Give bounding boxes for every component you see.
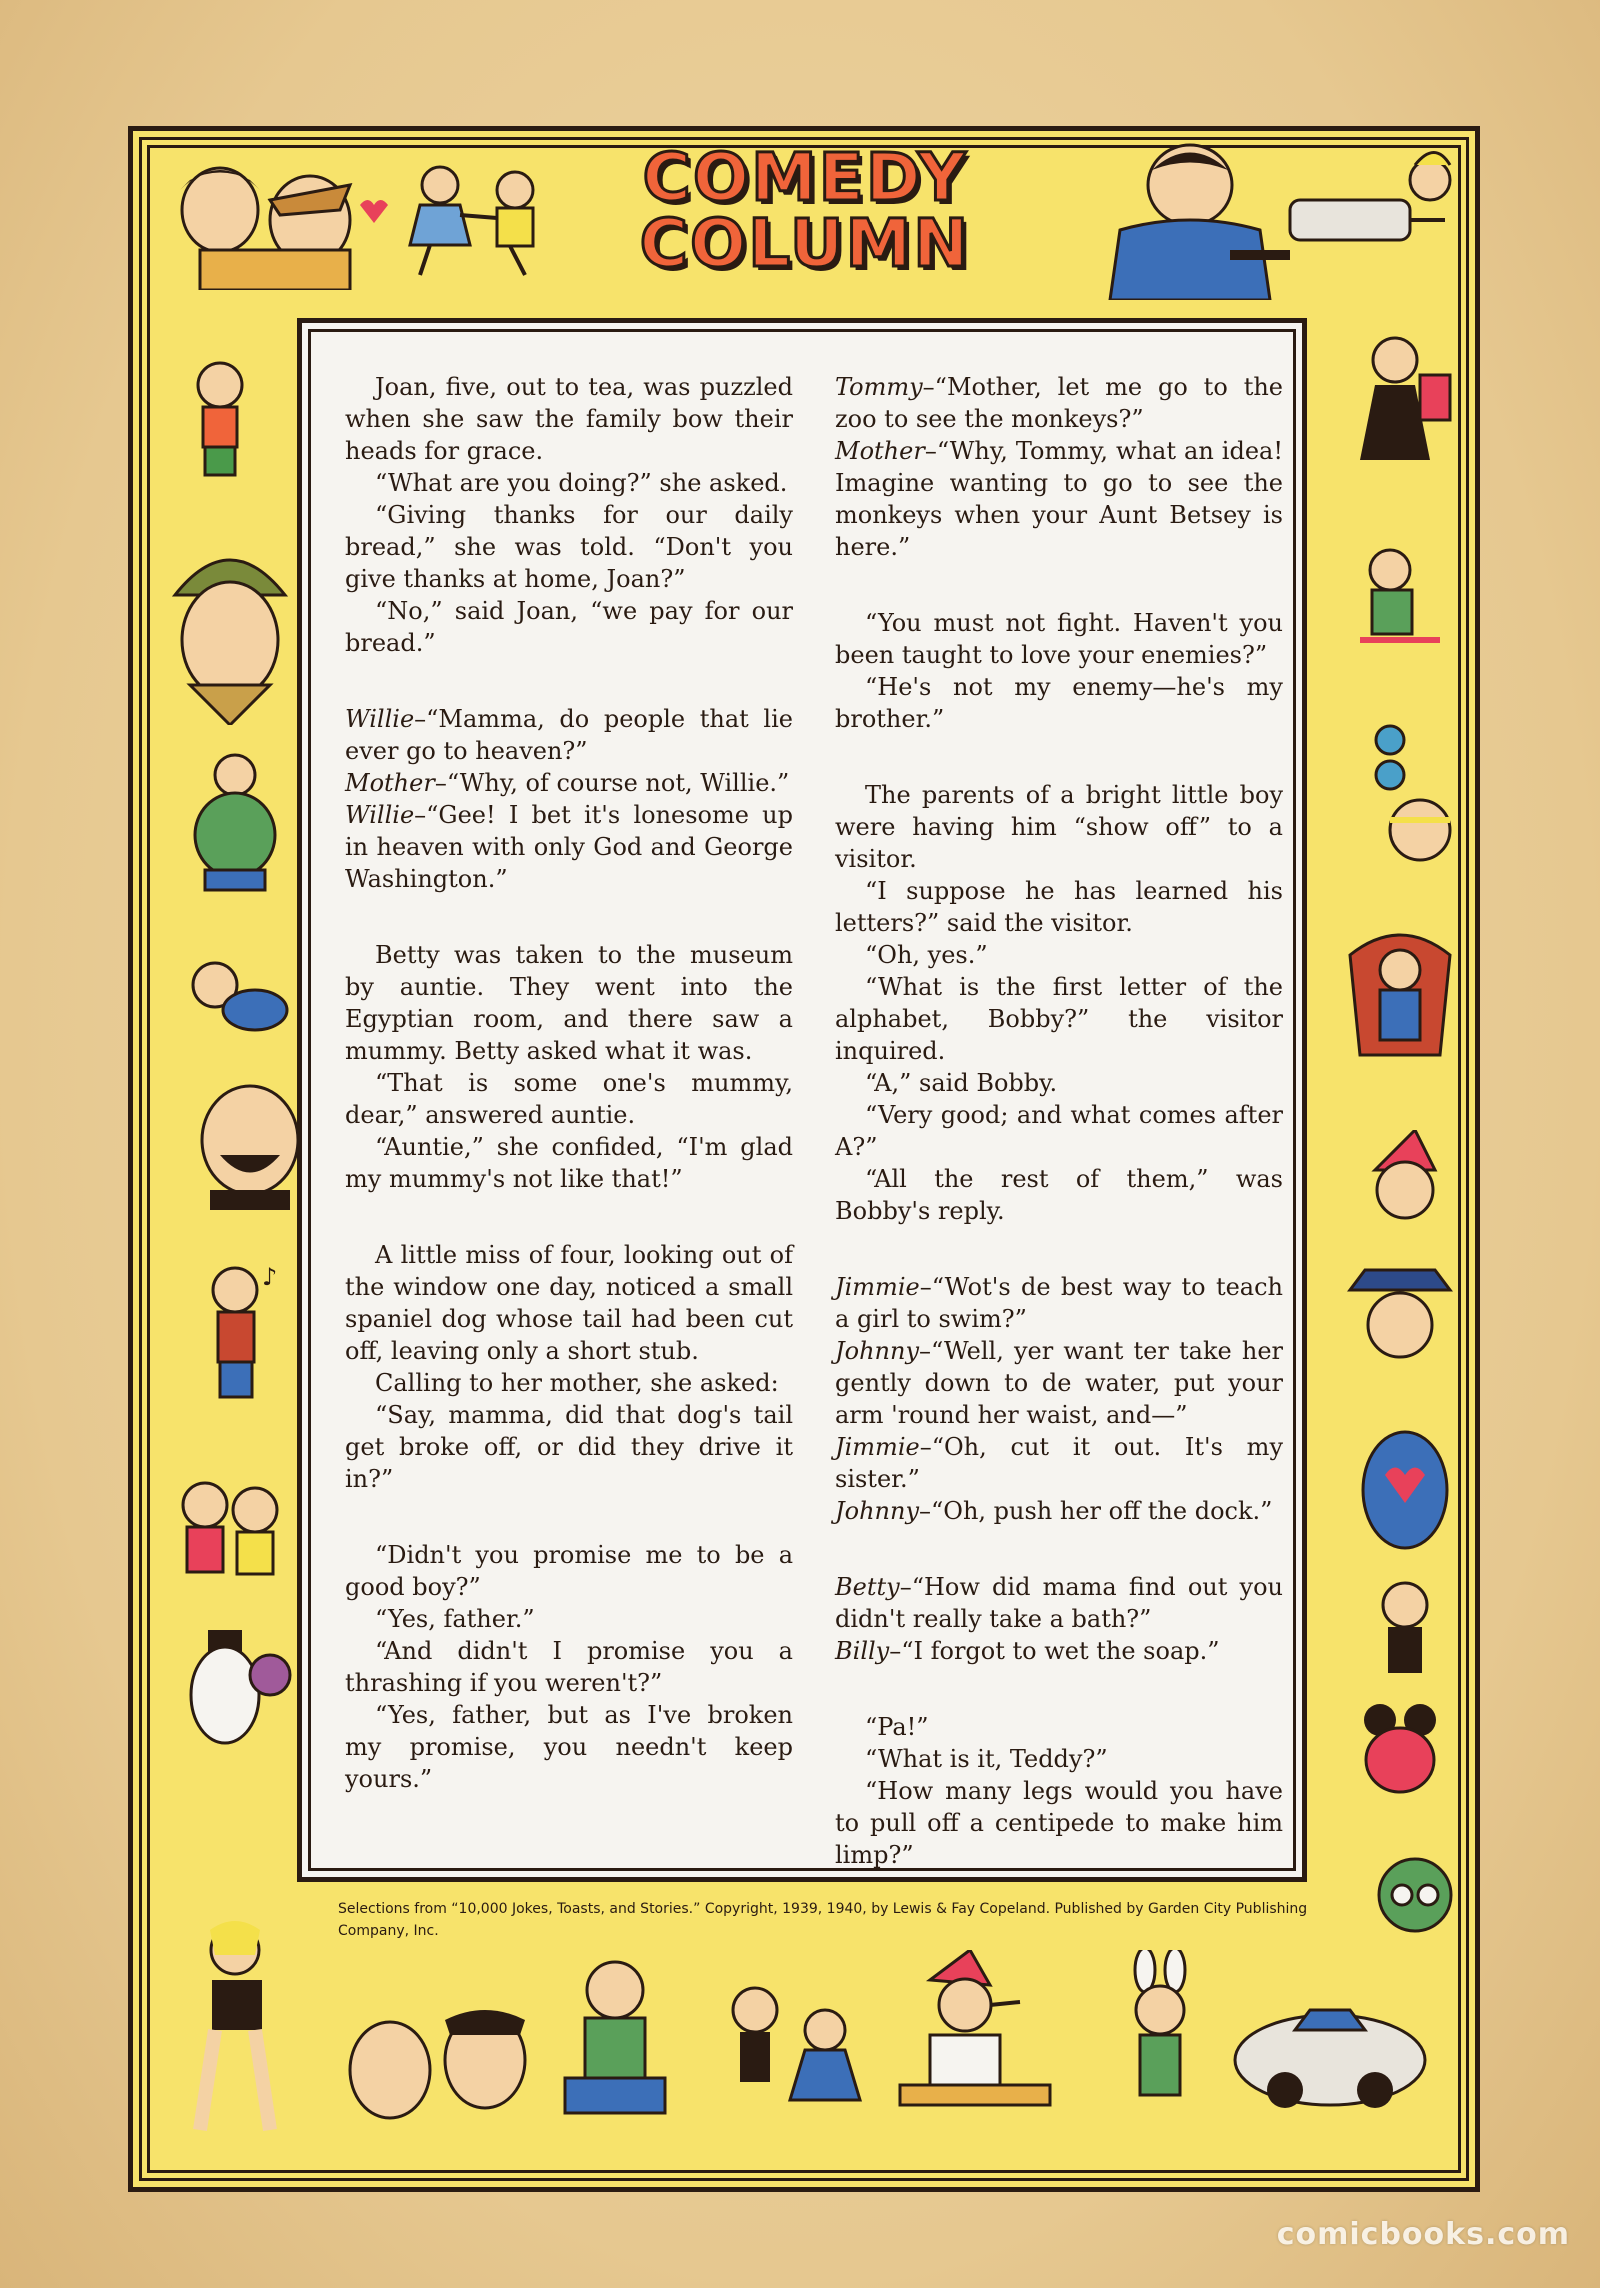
joke [345, 371, 793, 659]
joke-text: “Oh, yes.” [865, 941, 988, 969]
speaker-name: Jimmie [835, 1433, 920, 1461]
joke-paragraph [345, 1399, 793, 1495]
copyright-credit: Selections from “10,000 Jokes, Toasts, and Stories.” Copyright, 1939, 1940, by Lewis & Fay Copeland. Published by Garden City Publishing Company, Inc. [338, 1901, 1308, 1939]
rabbit-icon [1105, 1950, 1215, 2130]
man-at-desk-icon [1080, 140, 1300, 300]
waving-boy-icon [165, 355, 275, 485]
two-faces-icon [335, 2000, 535, 2140]
joke-paragraph [345, 499, 793, 595]
penguin-cartoon-icon [170, 1625, 300, 1755]
speaker-name: Mother [345, 769, 435, 797]
joke-text: “How many legs would you have to pull off a centipede to make him limp?” [835, 1777, 1283, 1869]
joke-paragraph [345, 1131, 793, 1195]
joke-paragraph [835, 371, 1283, 435]
joke-paragraph [345, 799, 793, 895]
joke-paragraph [345, 371, 793, 467]
kids-pair-icon [165, 1470, 295, 1580]
speaker-name: Willie [345, 705, 415, 733]
joke [835, 1711, 1283, 1871]
joke [835, 1571, 1283, 1667]
joke-paragraph [835, 607, 1283, 671]
laughing-man-icon [190, 1080, 310, 1210]
elf-icon [1355, 1130, 1455, 1230]
speaker-name: Willie [345, 801, 415, 829]
couple-cartoon-icon [150, 150, 400, 290]
joke-paragraph [835, 971, 1283, 1067]
joke [835, 371, 1283, 563]
joke-text: –“Gee! I bet it's lonesome up in heaven with only God and George Washington.” [345, 801, 793, 893]
speaker-name: Johnny [835, 1497, 919, 1525]
joke-paragraph [835, 1271, 1283, 1335]
heart-kid-icon [1350, 1420, 1460, 1560]
joke-text: “What is the first letter of the alphabet, Bobby?” the visitor inquired. [835, 973, 1283, 1065]
joke-text: –“Mother, let me go to the zoo to see the monkeys?” [835, 373, 1283, 433]
joke-paragraph [835, 1571, 1283, 1635]
joke-paragraph [835, 1635, 1283, 1667]
joke-text: –“Mamma, do people that lie ever go to heaven?” [345, 705, 793, 765]
joke-text: “And didn't I promise you a thrashing if you weren't?” [345, 1637, 793, 1697]
red-mouse-icon [1345, 1690, 1455, 1800]
joke-text: –“I forgot to wet the soap.” [889, 1637, 1220, 1665]
joke-text: “That is some one's mummy, dear,” answered auntie. [345, 1069, 793, 1129]
joke-paragraph [835, 1335, 1283, 1431]
speaker-name: Billy [835, 1637, 890, 1665]
joke-text: “Very good; and what comes after A?” [835, 1101, 1283, 1161]
joke [835, 607, 1283, 735]
joke-text: –“Oh, cut it out. It's my sister.” [835, 1433, 1283, 1493]
left-column [345, 371, 793, 1839]
joke-text: “Say, mamma, did that dog's tail get broke off, or did they drive it in?” [345, 1401, 793, 1493]
joke-paragraph [345, 939, 793, 1067]
speaker-name: Jimmie [835, 1273, 920, 1301]
small-man-icon [1360, 1570, 1450, 1680]
superhero-icon [1340, 915, 1460, 1075]
joke-paragraph [835, 1743, 1283, 1775]
jokes-panel [297, 318, 1307, 1882]
bound-man-icon [1270, 140, 1460, 260]
joke [345, 939, 793, 1195]
car-crash-icon [1225, 1990, 1435, 2120]
woman-standing-icon [1335, 330, 1465, 510]
joke-paragraph [835, 1431, 1283, 1495]
cop-icon [1340, 1255, 1460, 1375]
joke-paragraph [345, 767, 793, 799]
joke-text: “He's not my enemy—he's my brother.” [835, 673, 1283, 733]
joke-text: “What is it, Teddy?” [865, 1745, 1108, 1773]
joke-paragraph [835, 671, 1283, 735]
svg-text:♪: ♪ [262, 1263, 278, 1291]
joke-text: –“Oh, push her off the dock.” [919, 1497, 1273, 1525]
joke-text: Calling to her mother, she asked: [375, 1369, 779, 1397]
joke [835, 779, 1283, 1227]
joke-text: “You must not fight. Haven't you been taught to love your enemies?” [835, 609, 1283, 669]
joke-text: “A,” said Bobby. [865, 1069, 1058, 1097]
joke-paragraph [345, 595, 793, 659]
watermark: comicbooks.com [1276, 2217, 1570, 2252]
joke-text: “What are you doing?” she asked. [375, 469, 788, 497]
speaker-name: Betty [835, 1573, 900, 1601]
joke [345, 703, 793, 895]
crawling-baby-icon [175, 950, 295, 1040]
joke-paragraph [345, 1603, 793, 1635]
title-line-2: COLUMN [639, 205, 971, 282]
joke-text: –“How did mama find out you didn't really take a bath?” [835, 1573, 1283, 1633]
joke-paragraph [835, 939, 1283, 971]
joke-paragraph [345, 1539, 793, 1603]
joke-text: “Giving thanks for our daily bread,” she was told. “Don't you give thanks at home, Joan?” [345, 501, 793, 593]
joke-text: “Yes, father.” [375, 1605, 535, 1633]
speaker-name: Tommy [835, 373, 923, 401]
right-column [835, 371, 1283, 1915]
joke-text: “I suppose he has learned his letters?” said the visitor. [835, 877, 1283, 937]
joke-text: Betty was taken to the museum by auntie. They went into the Egyptian room, and there saw a mummy. Betty asked what it was. [345, 941, 793, 1065]
singing-boy-icon [190, 1255, 290, 1405]
dancers-icon [705, 1970, 885, 2120]
joke-paragraph [835, 779, 1283, 875]
joke-text: “No,” said Joan, “we pay for our bread.” [345, 597, 793, 657]
speaker-name: Johnny [835, 1337, 919, 1365]
joke-text: A little miss of four, looking out of the window one day, noticed a small spaniel dog whose tail had been cut off, leaving only a short stub. [345, 1241, 793, 1365]
joke-paragraph [345, 1699, 793, 1795]
joke-paragraph [345, 1067, 793, 1131]
joke-paragraph [345, 1367, 793, 1399]
joke-text: “Yes, father, but as I've broken my promise, you needn't keep yours.” [345, 1701, 793, 1793]
sitting-boy-icon [540, 1955, 690, 2135]
juggler-icon [1360, 720, 1460, 890]
joke-paragraph [345, 703, 793, 767]
joke-paragraph [835, 1099, 1283, 1163]
joke-text: –“Wot's de best way to teach a girl to swim?” [835, 1273, 1283, 1333]
joke-paragraph [835, 1067, 1283, 1099]
joke-paragraph [835, 1495, 1283, 1527]
soldier-face-icon [160, 535, 300, 725]
joke-text: –“Why, Tommy, what an idea! Imagine wanting to go to see the monkeys when your Aunt Betsey is here.” [835, 437, 1283, 561]
joke-text: –“Why, of course not, Willie.” [434, 769, 790, 797]
dancing-kids-icon [395, 150, 565, 280]
joke-text: “Auntie,” she confided, “I'm glad my mummy's not like that!” [345, 1133, 793, 1193]
joke-paragraph [345, 1635, 793, 1699]
joke-paragraph [345, 1239, 793, 1367]
joke-text: “Pa!” [865, 1713, 929, 1741]
joke-text: –“Well, yer want ter take her gently down to de water, put your arm 'round her waist, and—” [835, 1337, 1283, 1429]
joke-paragraph [835, 1775, 1283, 1871]
joke-paragraph [835, 875, 1283, 939]
comedy-column-title [590, 139, 1020, 285]
joke-paragraph [345, 467, 793, 499]
joke-text: The parents of a bright little boy were having him “show off” to a visitor. [835, 781, 1283, 873]
joke-paragraph [835, 1711, 1283, 1743]
swimsuit-woman-icon [160, 1920, 330, 2140]
joke-text: “Didn't you promise me to be a good boy?” [345, 1541, 793, 1601]
joke [345, 1539, 793, 1795]
joke-paragraph [835, 1163, 1283, 1227]
joke [835, 1271, 1283, 1527]
joke-text: Joan, five, out to tea, was puzzled when she saw the family bow their heads for grace. [345, 373, 793, 465]
joke-paragraph [835, 435, 1283, 563]
goggles-man-icon [1370, 1845, 1460, 1965]
joke-text: “All the rest of them,” was Bobby's reply. [835, 1165, 1283, 1225]
bag-man-icon [175, 745, 295, 895]
joke [345, 1239, 793, 1495]
title-line-1: COMEDY [642, 139, 968, 216]
man-on-chair-icon [1340, 540, 1460, 670]
speaker-name: Mother [835, 437, 925, 465]
pinocchio-icon [870, 1950, 1060, 2130]
